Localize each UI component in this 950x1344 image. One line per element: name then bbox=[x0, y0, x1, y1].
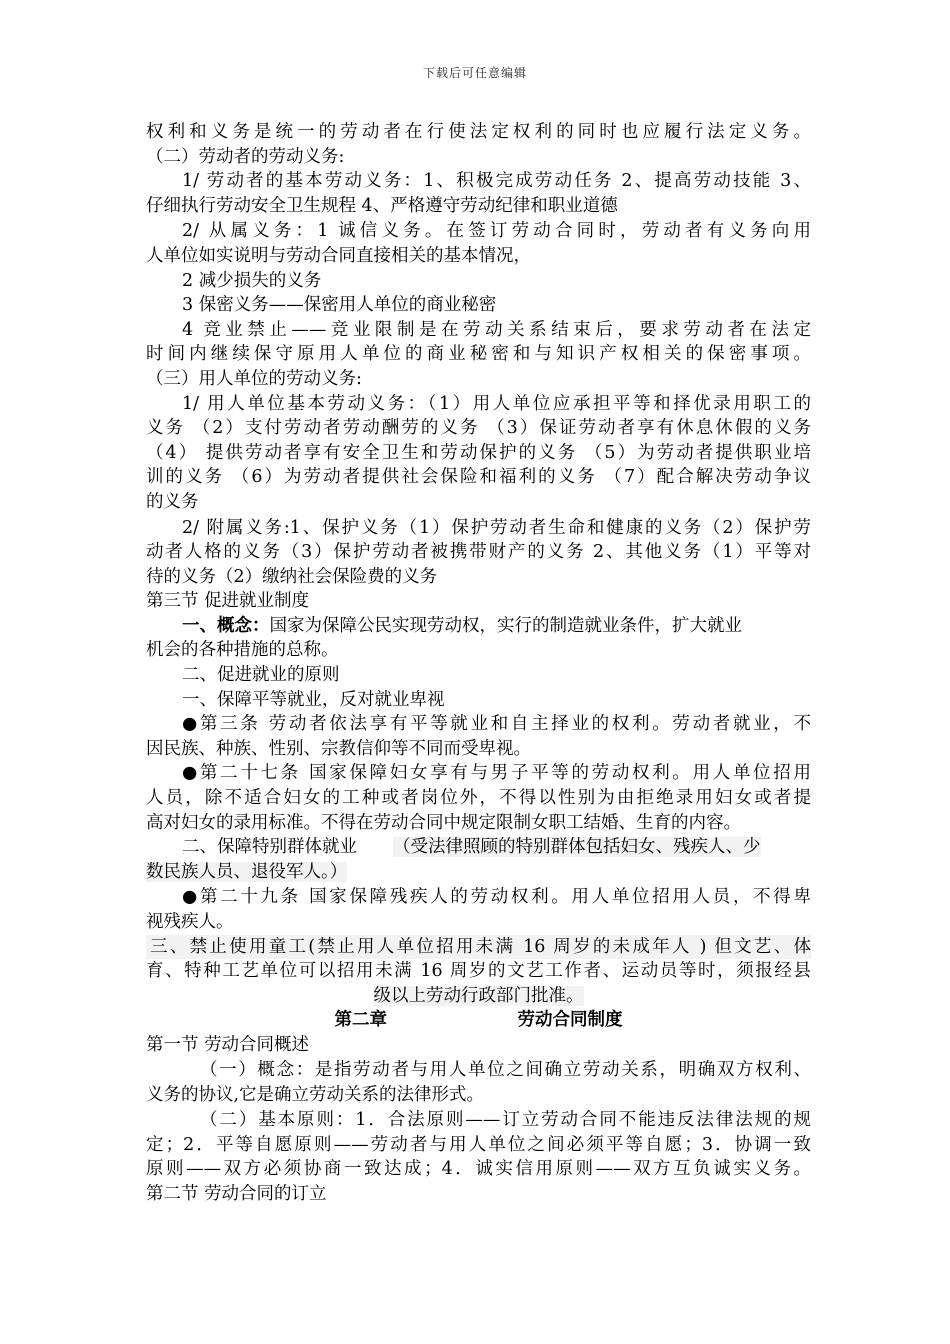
special-group-note: （受法律照顾的特别群体包括妇女、残疾人、少 bbox=[393, 837, 761, 858]
paragraph-line: 仔细执行劳动安全卫生规程 4、严格遵守劳动纪律和职业道德 bbox=[146, 195, 618, 216]
concept-text: 国家为保障公民实现劳动权，实行的制造就业条件，扩大就业 bbox=[269, 615, 742, 636]
paragraph-line: （二）基本原则：1．合法原则——订立劳动合同不能违反法律法规的规 bbox=[200, 1110, 811, 1131]
paragraph-line bbox=[146, 835, 811, 860]
paragraph-line: 1/ 劳动者的基本劳动义务：1、积极完成劳动任务 2、提高劳动技能 3、 bbox=[182, 171, 811, 192]
special-group-heading: 二、保障特别群体就业 bbox=[182, 837, 357, 858]
special-group-note-cont: 数民族人员、退役军人。） bbox=[146, 861, 348, 882]
paragraph-line: 育、特种工艺单位可以招用未满 16 周岁的文艺工作者、运动员等时，须报经县 bbox=[146, 961, 811, 982]
paragraph-line: 1/ 用人单位基本劳动义务：（1）用人单位应承担平等和择优录用职工的 bbox=[182, 393, 811, 414]
paragraph-line: 人单位如实说明与劳动合同直接相关的基本情况， bbox=[146, 245, 531, 266]
paragraph-line: 时间内继续保守原用人单位的商业秘密和与知识产权相关的保密事项。 bbox=[146, 344, 811, 365]
paragraph-line: 义务的协议,它是确立劳动关系的法律形式。 bbox=[146, 1084, 485, 1105]
paragraph-line: 4 竞业禁止——竞业限制是在劳动关系结束后，要求劳动者在法定 bbox=[182, 319, 811, 340]
paragraph-line bbox=[146, 860, 811, 885]
article-line: ●第二十七条 国家保障妇女享有与男子平等的劳动权利。用人单位招用 bbox=[182, 763, 811, 784]
paragraph-line: 训的义务 （6）为劳动者提供社会保险和福利的义务 （7）配合解决劳动争议 bbox=[146, 467, 811, 488]
paragraph-line: 一、保障平等就业，反对就业卑视 bbox=[182, 689, 445, 710]
paragraph-line: 待的义务（2）缴纳社会保险费的义务 bbox=[146, 566, 438, 587]
article-line: ●第二十九条 国家保障残疾人的劳动权利。用人单位招用人员，不得卑 bbox=[182, 887, 811, 908]
section-heading: （三）用人单位的劳动义务: bbox=[146, 368, 362, 389]
paragraph-line: 因民族、种族、性别、宗教信仰等不同而受卑视。 bbox=[146, 738, 531, 759]
paragraph-line: 视残疾人。 bbox=[146, 912, 234, 932]
chapter-title bbox=[146, 1008, 811, 1033]
paragraph-line: 二、促进就业的原则 bbox=[182, 665, 340, 686]
paragraph-line: 机会的各种措施的总称。 bbox=[146, 640, 339, 661]
concept-label: 一、概念： bbox=[182, 615, 270, 636]
paragraph-line: 原则——双方必须协商一致达成；4．诚实信用原则——双方互负诚实义务。 bbox=[146, 1159, 811, 1180]
document-body bbox=[146, 120, 811, 1207]
paragraph-line: 三、禁止使用童工(禁止用人单位招用未满 16 周岁的未成年人 ) 但文艺、体 bbox=[146, 935, 811, 960]
article-line: ●第三条 劳动者依法享有平等就业和自主择业的权利。劳动者就业，不 bbox=[182, 714, 811, 735]
paragraph-line bbox=[146, 984, 811, 1009]
section-title: 第三节 促进就业制度 bbox=[146, 591, 310, 612]
paragraph-line: 义务 （2）支付劳动者劳动酬劳的义务 （3）保证劳动者享有休息休假的义务 bbox=[146, 418, 811, 439]
paragraph-line: （一）概念：是指劳动者与用人单位之间确立劳动关系，明确双方权利、 bbox=[200, 1059, 811, 1080]
paragraph-line: 2/ 从属义务：1 诚信义务。在签订劳动合同时，劳动者有义务向用 bbox=[182, 221, 811, 242]
paragraph-line: 2 减少损失的义务 bbox=[182, 270, 322, 291]
paragraph-line: 动者人格的义务（3）保护劳动者被携带财产的义务 2、其他义务（1）平等对 bbox=[146, 542, 811, 563]
paragraph-line: （4） 提供劳动者享有安全卫生和劳动保护的义务 （5）为劳动者提供职业培 bbox=[146, 442, 811, 463]
paragraph-line: 人员，除不适合妇女的工种或者岗位外，不得以性别为由拒绝录用妇女或者提 bbox=[146, 788, 811, 809]
section-heading: （二）劳动者的劳动义务: bbox=[146, 146, 345, 167]
paragraph-line bbox=[146, 614, 811, 639]
paragraph-line: 高对妇女的录用标准。不得在劳动合同中规定限制女职工结婚、生育的内容。 bbox=[146, 812, 741, 833]
section-title: 第一节 劳动合同概述 bbox=[146, 1035, 310, 1056]
chapter-name: 劳动合同制度 bbox=[517, 1010, 623, 1031]
section-title: 第二节 劳动合同的订立 bbox=[146, 1183, 327, 1204]
paragraph-line: 权利和义务是统一的劳动者在行使法定权利的同时也应履行法定义务。 bbox=[146, 122, 811, 142]
paragraph-line: 的义务 bbox=[146, 491, 199, 512]
paragraph-line: 2/ 附属义务:1、保护义务（1）保护劳动者生命和健康的义务（2）保护劳 bbox=[182, 517, 811, 538]
paragraph-line: 3 保密义务——保密用人单位的商业秘密 bbox=[182, 295, 497, 316]
chapter-number: 第二章 bbox=[334, 1010, 388, 1031]
approval-text: 级以上劳动行政部门批准。 bbox=[373, 985, 584, 1006]
page-header: 下载后可任意编辑 bbox=[422, 66, 527, 80]
paragraph-line: 定；2．平等自愿原则——劳动者与用人单位之间必须平等自愿；3．协调一致 bbox=[146, 1134, 811, 1155]
